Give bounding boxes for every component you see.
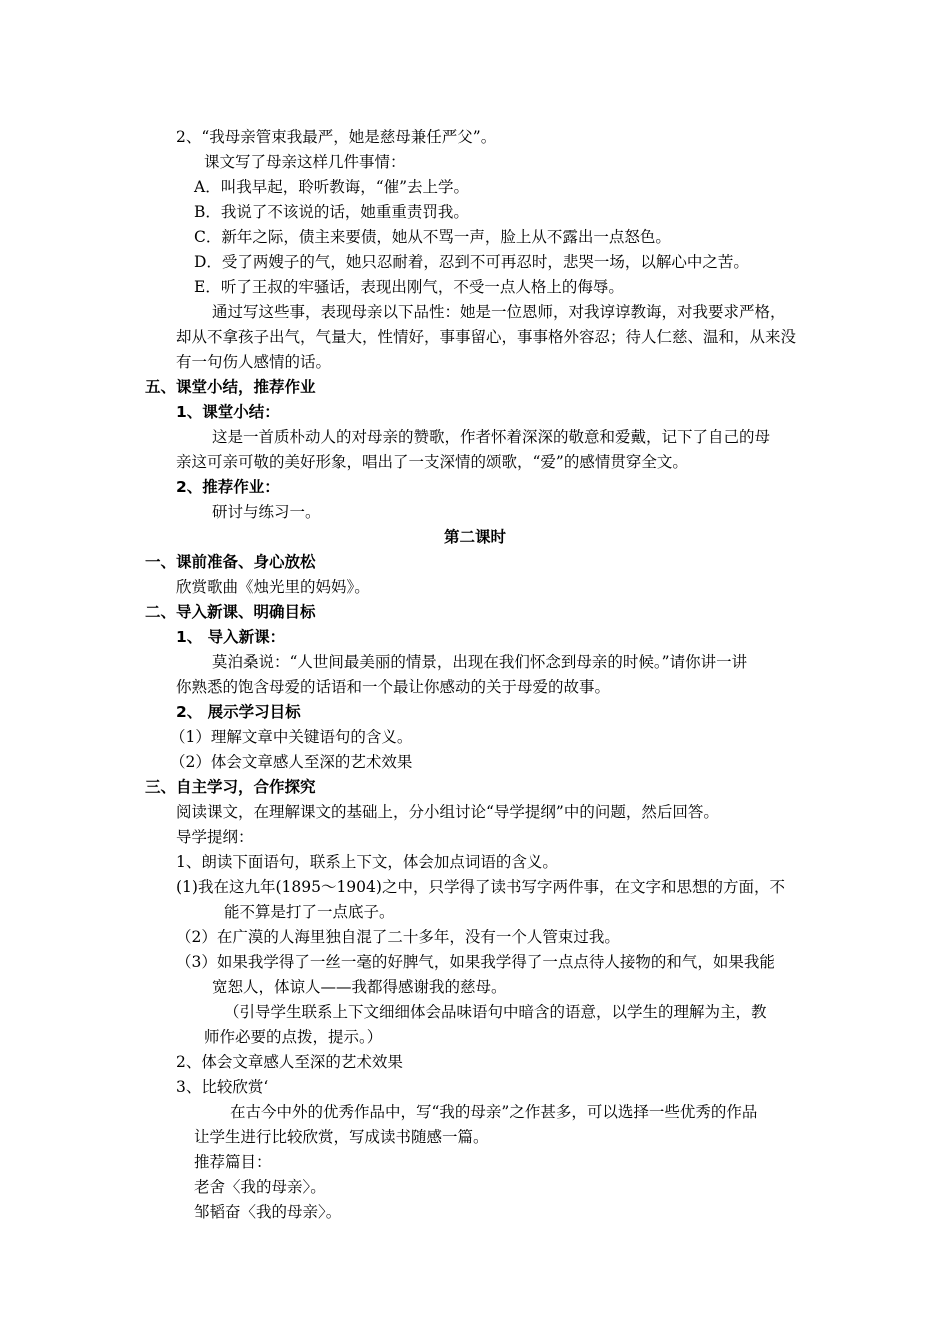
list-item-a: A．叫我早起，聆听教诲，“催”去上学。: [194, 178, 470, 196]
paragraph-line: (1)我在这九年(1895～1904)之中，只学得了读书写字两件事，在文字和思想的方面，不: [176, 878, 785, 896]
paragraph-line: 在古今中外的优秀作品中，写“我的母亲”之作甚多，可以选择一些优秀的作品: [230, 1103, 758, 1121]
paragraph-line: 亲这可亲可敬的美好形象，唱出了一支深情的颂歌，“爱”的感情贯穿全文。: [176, 453, 688, 471]
list-item-d: D．受了两嫂子的气，她只忍耐着，忍到不可再忍时，悲哭一场，以解心中之苦。: [194, 253, 749, 271]
section-heading-1: 一、课前准备、身心放松: [145, 553, 316, 571]
subheading: 2、 展示学习目标: [176, 703, 301, 721]
paragraph-line: 有一句伤人感情的话。: [176, 353, 332, 371]
section-heading-2: 二、导入新课、明确目标: [145, 603, 316, 621]
paragraph-line: 师作必要的点拨，提示。）: [204, 1028, 383, 1046]
paragraph-line: 老舍〈我的母亲〉。: [194, 1178, 326, 1196]
paragraph-line: 2、体会文章感人至深的艺术效果: [176, 1053, 403, 1071]
paragraph-line: （引导学生联系上下文细细体会品味语句中暗含的语意，以学生的理解为主，教: [224, 1003, 767, 1021]
paragraph-line: （2）在广漠的人海里独自混了二十多年，没有一个人管束过我。: [176, 928, 620, 946]
paragraph-line: 邹韬奋〈我的母亲〉。: [194, 1203, 342, 1221]
paragraph-line: 莫泊桑说：“人世间最美丽的情景，出现在我们怀念到母亲的时候。”请你讲一讲: [212, 653, 748, 671]
paragraph-line: 这是一首质朴动人的对母亲的赞歌，作者怀着深深的敬意和爱戴，记下了自己的母: [212, 428, 771, 446]
item-2-heading: 2、“我母亲管束我最严，她是慈母兼任严父”。: [176, 128, 497, 146]
paragraph-line: 通过写这些事，表现母亲以下品性：她是一位恩师，对我谆谆教诲，对我要求严格，: [212, 303, 786, 321]
list-item: （1）理解文章中关键语句的含义。: [170, 728, 413, 746]
subheading: 1、课堂小结：: [176, 403, 280, 421]
paragraph-line: 让学生进行比较欣赏，写成读书随感一篇。: [194, 1128, 489, 1146]
subheading: 2、推荐作业：: [176, 478, 280, 496]
subheading: 1、 导入新课：: [176, 628, 286, 646]
list-item-b: B．我说了不该说的话，她重重责罚我。: [194, 203, 469, 221]
section-heading-3: 三、自主学习，合作探究: [145, 778, 316, 796]
lesson-title: 第二课时: [443, 528, 506, 546]
paragraph-line: 研讨与练习一。: [212, 503, 321, 521]
paragraph-line: 宽恕人，体谅人——我都得感谢我的慈母。: [212, 978, 507, 996]
paragraph-line: 却从不拿孩子出气，气量大，性情好，事事留心，事事格外容忍；待人仁慈、温和，从来没: [176, 328, 797, 346]
paragraph-line: 你熟悉的饱含母爱的话语和一个最让你感动的关于母爱的故事。: [176, 678, 611, 696]
paragraph-line: 欣赏歌曲《烛光里的妈妈》。: [176, 578, 370, 596]
paragraph-line: 1、朗读下面语句，联系上下文，体会加点词语的含义。: [176, 853, 558, 871]
paragraph-line: 3、比较欣赏‘: [176, 1078, 269, 1096]
section-heading-5: 五、课堂小结，推荐作业: [145, 378, 316, 396]
paragraph-line: 导学提纲：: [176, 828, 254, 846]
paragraph-line: 课文写了母亲这样几件事情：: [204, 153, 406, 171]
list-item-c: C．新年之际，债主来要债，她从不骂一声，脸上从不露出一点怒色。: [194, 228, 671, 246]
paragraph-line: （3）如果我学得了一丝一毫的好脾气，如果我学得了一点点待人接物的和气，如果我能: [176, 953, 775, 971]
paragraph-line: 能不算是打了一点底子。: [224, 903, 395, 921]
list-item: （2）体会文章感人至深的艺术效果: [170, 753, 413, 771]
paragraph-line: 推荐篇目：: [194, 1153, 272, 1171]
list-item-e: E．听了王叔的牢骚话，表现出刚气，不受一点人格上的侮辱。: [194, 278, 624, 296]
paragraph-line: 阅读课文，在理解课文的基础上，分小组讨论“导学提纲”中的问题，然后回答。: [176, 803, 719, 821]
